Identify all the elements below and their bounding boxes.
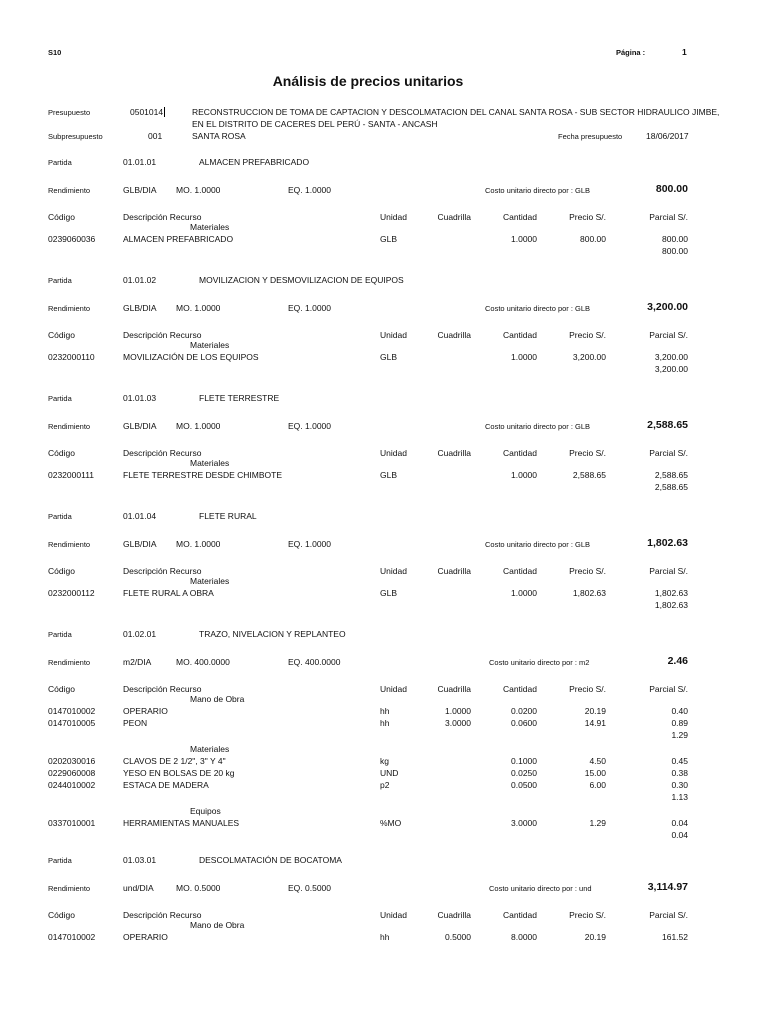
resource-cuadrilla: 1.0000 xyxy=(445,706,471,716)
resource-group-title: Mano de Obra xyxy=(190,694,245,704)
column-header-cuadrilla: Cuadrilla xyxy=(437,910,471,920)
partida-code: 01.02.01 xyxy=(123,629,157,639)
resource-cantidad: 0.0600 xyxy=(511,718,537,728)
resource-precio: 15.00 xyxy=(584,768,606,778)
resource-parcial: 0.40 xyxy=(671,706,688,716)
resource-group-title: Equipos xyxy=(190,806,221,816)
costo-unitario-label: Costo unitario directo por : GLB xyxy=(485,422,591,431)
resource-code: 0202030016 xyxy=(48,756,96,766)
group-subtotal: 0.04 xyxy=(671,830,688,840)
resource-description: ALMACEN PREFABRICADO xyxy=(123,234,234,244)
presupuesto-code: 0501014 xyxy=(130,107,164,117)
costo-unitario-value: 2.46 xyxy=(667,655,688,667)
resource-precio: 1,802.63 xyxy=(572,588,606,598)
costo-unitario-value: 3,200.00 xyxy=(647,301,688,313)
column-header-parcial: Parcial S/. xyxy=(649,330,688,340)
rendimiento-unit: und/DIA xyxy=(123,883,154,893)
fecha-label: Fecha presupuesto xyxy=(558,132,623,141)
resource-cantidad: 0.0250 xyxy=(511,768,537,778)
partida-label: Partida xyxy=(48,630,72,639)
rendimiento-unit: GLB/DIA xyxy=(123,185,157,195)
resource-unit: hh xyxy=(380,706,390,716)
costo-unitario-value: 3,114.97 xyxy=(647,881,688,893)
column-header-cantidad: Cantidad xyxy=(502,330,537,340)
group-subtotal: 2,588.65 xyxy=(654,482,688,492)
rendimiento-label: Rendimiento xyxy=(48,304,91,313)
resource-parcial: 2,588.65 xyxy=(654,470,688,480)
resource-code: 0232000112 xyxy=(48,588,95,598)
partida-description: FLETE TERRESTRE xyxy=(199,393,280,403)
resource-code: 0147010005 xyxy=(48,718,96,728)
resource-cantidad: 0.0200 xyxy=(511,706,537,716)
resource-group-title: Materiales xyxy=(190,744,230,754)
page-label: Página : xyxy=(616,48,646,57)
resource-cantidad: 8.0000 xyxy=(511,932,537,942)
subpresupuesto-label: Subpresupuesto xyxy=(48,132,103,141)
resource-description: CLAVOS DE 2 1/2", 3" Y 4" xyxy=(123,756,226,766)
column-header-cantidad: Cantidad xyxy=(502,212,537,222)
partida-label: Partida xyxy=(48,158,72,167)
column-header-unidad: Unidad xyxy=(380,330,407,340)
resource-code: 0147010002 xyxy=(48,932,96,942)
group-subtotal: 800.00 xyxy=(662,246,688,256)
subpresupuesto-description: SANTA ROSA xyxy=(192,131,246,141)
column-header-precio: Precio S/. xyxy=(569,566,606,576)
column-header-cuadrilla: Cuadrilla xyxy=(437,448,471,458)
resource-description: FLETE TERRESTRE DESDE CHIMBOTE xyxy=(123,470,283,480)
column-header-parcial: Parcial S/. xyxy=(649,212,688,222)
resource-precio: 800.00 xyxy=(580,234,606,244)
group-subtotal: 3,200.00 xyxy=(654,364,688,374)
column-header-codigo: Código xyxy=(48,212,75,222)
costo-unitario-label: Costo unitario directo por : GLB xyxy=(485,186,591,195)
resource-parcial: 0.38 xyxy=(671,768,688,778)
column-header-cantidad: Cantidad xyxy=(502,448,537,458)
column-header-unidad: Unidad xyxy=(380,684,407,694)
resource-cuadrilla: 0.5000 xyxy=(445,932,471,942)
costo-unitario-label: Costo unitario directo por : m2 xyxy=(489,658,590,667)
column-header-cuadrilla: Cuadrilla xyxy=(437,330,471,340)
resource-parcial: 0.89 xyxy=(671,718,688,728)
partida-label: Partida xyxy=(48,856,72,865)
column-header-parcial: Parcial S/. xyxy=(649,684,688,694)
rendimiento-eq: EQ. 1.0000 xyxy=(288,303,332,313)
column-header-descripcion: Descripción Recurso xyxy=(123,684,202,694)
column-header-cantidad: Cantidad xyxy=(502,566,537,576)
resource-unit: p2 xyxy=(380,780,390,790)
rendimiento-label: Rendimiento xyxy=(48,658,91,667)
resource-unit: kg xyxy=(380,756,389,766)
column-header-cantidad: Cantidad xyxy=(502,910,537,920)
column-header-parcial: Parcial S/. xyxy=(649,566,688,576)
rendimiento-label: Rendimiento xyxy=(48,186,91,195)
partida-description: ALMACEN PREFABRICADO xyxy=(199,157,310,167)
resource-unit: UND xyxy=(380,768,399,778)
rendimiento-mo: MO. 1.0000 xyxy=(176,421,221,431)
resource-group-title: Mano de Obra xyxy=(190,920,245,930)
rendimiento-label: Rendimiento xyxy=(48,884,91,893)
resource-parcial: 0.04 xyxy=(671,818,688,828)
resource-parcial: 0.30 xyxy=(671,780,688,790)
resource-precio: 1.29 xyxy=(589,818,606,828)
presupuesto-label: Presupuesto xyxy=(48,108,91,117)
partida-description: TRAZO, NIVELACION Y REPLANTEO xyxy=(199,629,346,639)
column-header-codigo: Código xyxy=(48,448,75,458)
rendimiento-unit: m2/DIA xyxy=(123,657,152,667)
resource-description: MOVILIZACIÓN DE LOS EQUIPOS xyxy=(123,352,259,362)
column-header-precio: Precio S/. xyxy=(569,448,606,458)
resource-cantidad: 1.0000 xyxy=(511,470,537,480)
column-header-unidad: Unidad xyxy=(380,212,407,222)
resource-unit: hh xyxy=(380,932,390,942)
column-header-unidad: Unidad xyxy=(380,566,407,576)
page-number: 1 xyxy=(682,47,687,57)
resource-unit: %MO xyxy=(380,818,402,828)
column-header-descripcion: Descripción Recurso xyxy=(123,448,202,458)
fecha-value: 18/06/2017 xyxy=(646,131,689,141)
resource-group-title: Materiales xyxy=(190,222,230,232)
resource-unit: GLB xyxy=(380,352,398,362)
column-header-precio: Precio S/. xyxy=(569,330,606,340)
partida-code: 01.01.04 xyxy=(123,511,157,521)
rendimiento-eq: EQ. 400.0000 xyxy=(288,657,341,667)
resource-description: HERRAMIENTAS MANUALES xyxy=(123,818,240,828)
rendimiento-unit: GLB/DIA xyxy=(123,539,157,549)
resource-cantidad: 0.1000 xyxy=(511,756,537,766)
resource-group-title: Materiales xyxy=(190,340,230,350)
group-subtotal: 1.13 xyxy=(671,792,688,802)
resource-cantidad: 1.0000 xyxy=(511,588,537,598)
costo-unitario-value: 1,802.63 xyxy=(647,537,688,549)
presupuesto-description-line-2: EN EL DISTRITO DE CACERES DEL PERÚ - SANTA - ANCASH xyxy=(192,119,438,129)
costo-unitario-value: 800.00 xyxy=(655,183,688,195)
resource-parcial: 1,802.63 xyxy=(654,588,688,598)
column-header-descripcion: Descripción Recurso xyxy=(123,910,202,920)
costo-unitario-label: Costo unitario directo por : und xyxy=(489,884,592,893)
resource-precio: 20.19 xyxy=(584,706,606,716)
resource-description: PEON xyxy=(123,718,148,728)
resource-code: 0232000110 xyxy=(48,352,95,362)
column-header-descripcion: Descripción Recurso xyxy=(123,566,202,576)
partida-code: 01.01.02 xyxy=(123,275,157,285)
column-header-descripcion: Descripción Recurso xyxy=(123,212,202,222)
page-title: Análisis de precios unitarios xyxy=(272,73,464,89)
resource-parcial: 800.00 xyxy=(662,234,688,244)
resource-description: OPERARIO xyxy=(123,706,168,716)
resource-group-title: Materiales xyxy=(190,576,230,586)
resource-code: 0337010001 xyxy=(48,818,96,828)
column-header-unidad: Unidad xyxy=(380,910,407,920)
resource-cantidad: 1.0000 xyxy=(511,352,537,362)
rendimiento-eq: EQ. 1.0000 xyxy=(288,539,332,549)
resource-code: 0232000111 xyxy=(48,470,95,480)
rendimiento-label: Rendimiento xyxy=(48,540,91,549)
resource-unit: hh xyxy=(380,718,390,728)
resource-precio: 4.50 xyxy=(589,756,606,766)
column-header-codigo: Código xyxy=(48,910,75,920)
partida-description: MOVILIZACION Y DESMOVILIZACION DE EQUIPOS xyxy=(199,275,404,285)
column-header-parcial: Parcial S/. xyxy=(649,910,688,920)
rendimiento-unit: GLB/DIA xyxy=(123,421,157,431)
partida-code: 01.01.03 xyxy=(123,393,157,403)
rendimiento-eq: EQ. 1.0000 xyxy=(288,421,332,431)
group-subtotal: 1,802.63 xyxy=(654,600,688,610)
resource-cuadrilla: 3.0000 xyxy=(445,718,471,728)
rendimiento-eq: EQ. 1.0000 xyxy=(288,185,332,195)
resource-unit: GLB xyxy=(380,234,398,244)
partida-label: Partida xyxy=(48,512,72,521)
partida-description: FLETE RURAL xyxy=(199,511,257,521)
resource-cantidad: 0.0500 xyxy=(511,780,537,790)
partida-description: DESCOLMATACIÓN DE BOCATOMA xyxy=(199,855,342,865)
resource-unit: GLB xyxy=(380,470,398,480)
column-header-codigo: Código xyxy=(48,566,75,576)
resource-precio: 14.91 xyxy=(584,718,606,728)
partida-code: 01.01.01 xyxy=(123,157,157,167)
resource-description: ESTACA DE MADERA xyxy=(123,780,209,790)
resource-cantidad: 3.0000 xyxy=(511,818,537,828)
column-header-parcial: Parcial S/. xyxy=(649,448,688,458)
column-header-cuadrilla: Cuadrilla xyxy=(437,684,471,694)
partida-code: 01.03.01 xyxy=(123,855,157,865)
costo-unitario-label: Costo unitario directo por : GLB xyxy=(485,304,591,313)
partida-label: Partida xyxy=(48,276,72,285)
column-header-descripcion: Descripción Recurso xyxy=(123,330,202,340)
resource-description: FLETE RURAL A OBRA xyxy=(123,588,214,598)
column-header-cantidad: Cantidad xyxy=(502,684,537,694)
group-subtotal: 1.29 xyxy=(671,730,688,740)
column-header-precio: Precio S/. xyxy=(569,910,606,920)
resource-precio: 20.19 xyxy=(584,932,606,942)
resource-precio: 6.00 xyxy=(589,780,606,790)
presupuesto-description-line-1: RECONSTRUCCION DE TOMA DE CAPTACION Y DESCOLMATACION DEL CANAL SANTA ROSA - SUB SECTOR HIDRAULICO JIMBE, xyxy=(192,107,720,117)
rendimiento-mo: MO. 400.0000 xyxy=(176,657,230,667)
column-header-precio: Precio S/. xyxy=(569,212,606,222)
software-code: S10 xyxy=(48,48,62,57)
rendimiento-mo: MO. 1.0000 xyxy=(176,303,221,313)
costo-unitario-label: Costo unitario directo por : GLB xyxy=(485,540,591,549)
resource-group-title: Materiales xyxy=(190,458,230,468)
rendimiento-unit: GLB/DIA xyxy=(123,303,157,313)
column-header-cuadrilla: Cuadrilla xyxy=(437,212,471,222)
resource-code: 0147010002 xyxy=(48,706,96,716)
column-header-codigo: Código xyxy=(48,330,75,340)
rendimiento-eq: EQ. 0.5000 xyxy=(288,883,332,893)
rendimiento-mo: MO. 0.5000 xyxy=(176,883,221,893)
column-header-unidad: Unidad xyxy=(380,448,407,458)
resource-code: 0244010002 xyxy=(48,780,96,790)
resource-precio: 2,588.65 xyxy=(572,470,606,480)
resource-description: YESO EN BOLSAS DE 20 kg xyxy=(123,768,235,778)
costo-unitario-value: 2,588.65 xyxy=(647,419,688,431)
resource-code: 0229060008 xyxy=(48,768,96,778)
resource-unit: GLB xyxy=(380,588,398,598)
column-header-cuadrilla: Cuadrilla xyxy=(437,566,471,576)
column-header-precio: Precio S/. xyxy=(569,684,606,694)
resource-parcial: 3,200.00 xyxy=(654,352,688,362)
resource-cantidad: 1.0000 xyxy=(511,234,537,244)
subpresupuesto-code: 001 xyxy=(148,131,163,141)
resource-description: OPERARIO xyxy=(123,932,168,942)
resource-code: 0239060036 xyxy=(48,234,96,244)
resource-parcial: 0.45 xyxy=(671,756,688,766)
rendimiento-mo: MO. 1.0000 xyxy=(176,539,221,549)
resource-precio: 3,200.00 xyxy=(572,352,606,362)
resource-parcial: 161.52 xyxy=(662,932,688,942)
rendimiento-label: Rendimiento xyxy=(48,422,91,431)
rendimiento-mo: MO. 1.0000 xyxy=(176,185,221,195)
column-header-codigo: Código xyxy=(48,684,75,694)
partida-label: Partida xyxy=(48,394,72,403)
